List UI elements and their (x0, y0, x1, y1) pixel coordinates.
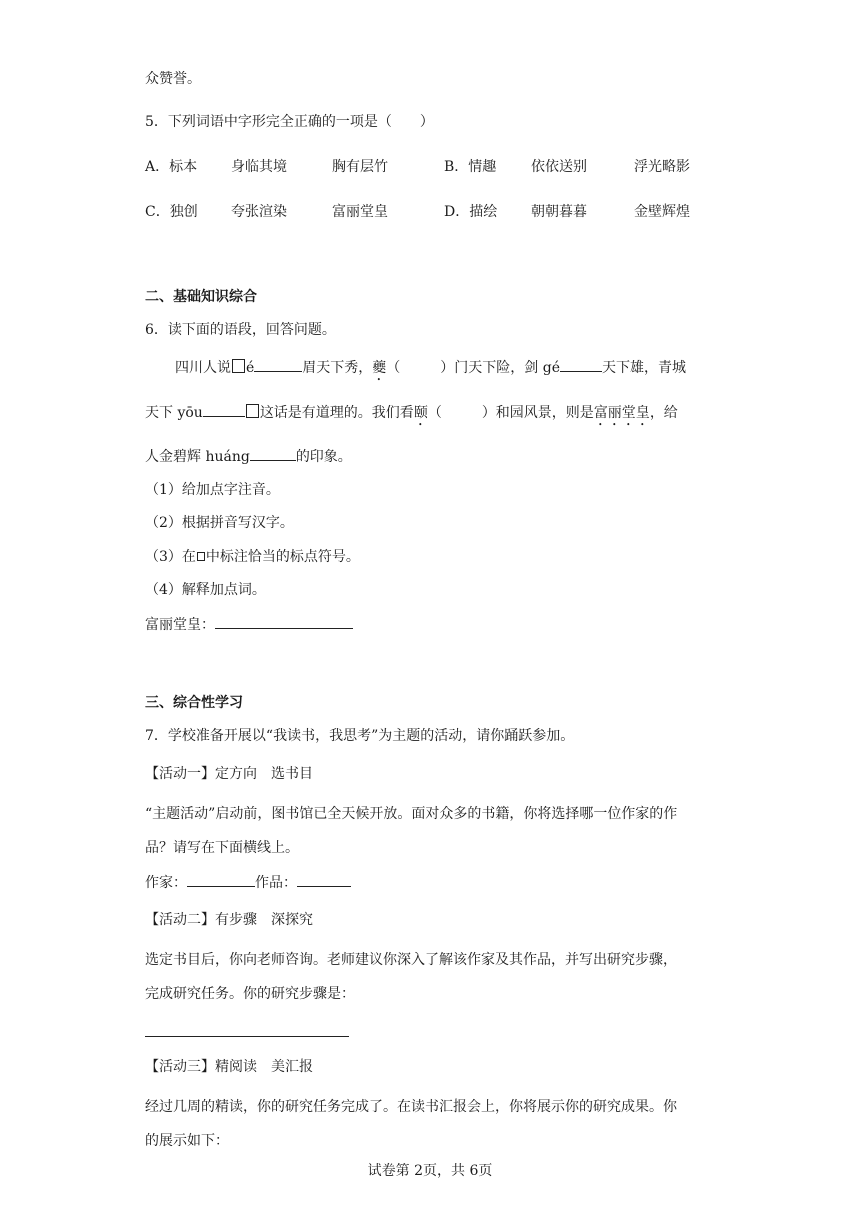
punctuation-box (232, 359, 245, 373)
para-text: ）门天下险，剑 (440, 360, 543, 376)
dotted-char: 夔 (372, 360, 387, 376)
q5-option-c-word2: 夸张渲染 (231, 204, 287, 220)
q5-stem: 5．下列词语中字形完全正确的一项是（ ） (145, 114, 434, 130)
q6-sub4-label: 富丽堂皇： (145, 617, 215, 633)
section3-title: 三、综合性学习 (145, 695, 243, 711)
research-steps-answer-line[interactable] (145, 1036, 349, 1037)
work-answer-line[interactable] (297, 872, 351, 887)
q5-option-c-word3: 富丽堂皇 (332, 204, 388, 220)
dotted-char: 颐 (413, 405, 428, 421)
dotted-word: 富丽堂皇 (593, 405, 650, 421)
para-text: 天下雄，青城 (602, 360, 686, 376)
q5-option-c-letter: C．独创 (145, 204, 198, 220)
author-answer-line[interactable] (187, 872, 255, 887)
q5-option-a-letter: A．标本 (145, 159, 198, 175)
q5-option-d-word3: 金壁辉煌 (634, 204, 690, 220)
section2-title: 二、基础知识综合 (145, 289, 257, 305)
para-text: 这话是有道理的。我们看 (259, 405, 414, 421)
q5-option-d-word2: 朝朝暮暮 (531, 204, 587, 220)
q6-paragraph-line2 (145, 402, 678, 429)
q6-stem: 6．读下面的语段，回答问题。 (145, 322, 336, 338)
q6-sub3-text: 中标注恰当的标点符号。 (205, 549, 360, 565)
q6-sub4-answer (145, 614, 353, 635)
pinyin: é (246, 360, 255, 376)
q5-option-b-word3: 浮光略影 (634, 159, 690, 175)
blank-line[interactable] (203, 402, 245, 417)
para-text: （ (386, 360, 401, 376)
q5-option-d-letter: D．描绘 (444, 204, 498, 220)
q6-sub4: （4）解释加点词。 (145, 582, 266, 598)
activity2-title: 【活动二】有步骤 深探究 (145, 912, 313, 928)
q6-paragraph-line3 (145, 446, 352, 467)
para-text: ）和园风景，则是 (481, 405, 594, 421)
activity3-text-line2: 的展示如下： (145, 1133, 229, 1149)
pinyin: huáng (205, 449, 250, 465)
para-text: ，给 (649, 405, 678, 421)
activity2-text-line2: 完成研究任务。你的研究步骤是： (145, 986, 355, 1002)
pinyin: gé (542, 360, 560, 376)
activity3-title: 【活动三】精阅读 美汇报 (145, 1059, 313, 1075)
para-text: 的印象。 (295, 449, 352, 465)
author-work-line (145, 872, 351, 893)
q5-option-b-letter: B．情趣 (444, 159, 497, 175)
para-text: （ (427, 405, 442, 421)
q5-option-a-word3: 胸有层竹 (332, 159, 388, 175)
para-text: 四川人说 (175, 360, 231, 376)
answer-line[interactable] (215, 614, 353, 629)
q5-option-b-word2: 依依送别 (531, 159, 587, 175)
q6-sub1: （1）给加点字注音。 (145, 482, 280, 498)
punctuation-box (246, 404, 259, 418)
q6-paragraph-line1 (175, 357, 686, 384)
q5-option-a-word2: 身临其境 (231, 159, 287, 175)
q6-sub3 (145, 547, 360, 567)
q6-sub2: （2）根据拼音写汉字。 (145, 515, 294, 531)
activity1-text-line1: “主题活动”启动前，图书馆已全天候开放。面对众多的书籍，你将选择哪一位作家的作 (145, 806, 678, 822)
activity1-text-line2: 品？请写在下面横线上。 (145, 840, 299, 856)
blank-line[interactable] (254, 357, 302, 372)
para-text: 眉天下秀， (302, 360, 373, 376)
blank-line[interactable] (560, 357, 602, 372)
continued-text: 众赞誉。 (145, 71, 201, 87)
pinyin: yōu (177, 405, 203, 421)
q6-sub3-text: （3）在 (145, 549, 196, 565)
small-box-icon (197, 552, 205, 561)
author-label: 作家： (145, 875, 187, 891)
para-text: 人金碧辉 (145, 449, 206, 465)
q7-stem: 7．学校准备开展以“我读书，我思考”为主题的活动，请你踊跃参加。 (145, 728, 575, 744)
blank-line[interactable] (250, 446, 296, 461)
para-text: 天下 (145, 405, 178, 421)
page-footer: 试卷第 2页，共 6页 (367, 1163, 493, 1179)
activity1-title: 【活动一】定方向 选书目 (145, 766, 313, 782)
activity3-text-line1: 经过几周的精读，你的研究任务完成了。在读书汇报会上，你将展示你的研究成果。你 (145, 1099, 677, 1115)
work-label: 作品： (255, 875, 297, 891)
activity2-text-line1: 选定书目后，你向老师咨询。老师建议你深入了解该作家及其作品，并写出研究步骤， (145, 952, 677, 968)
